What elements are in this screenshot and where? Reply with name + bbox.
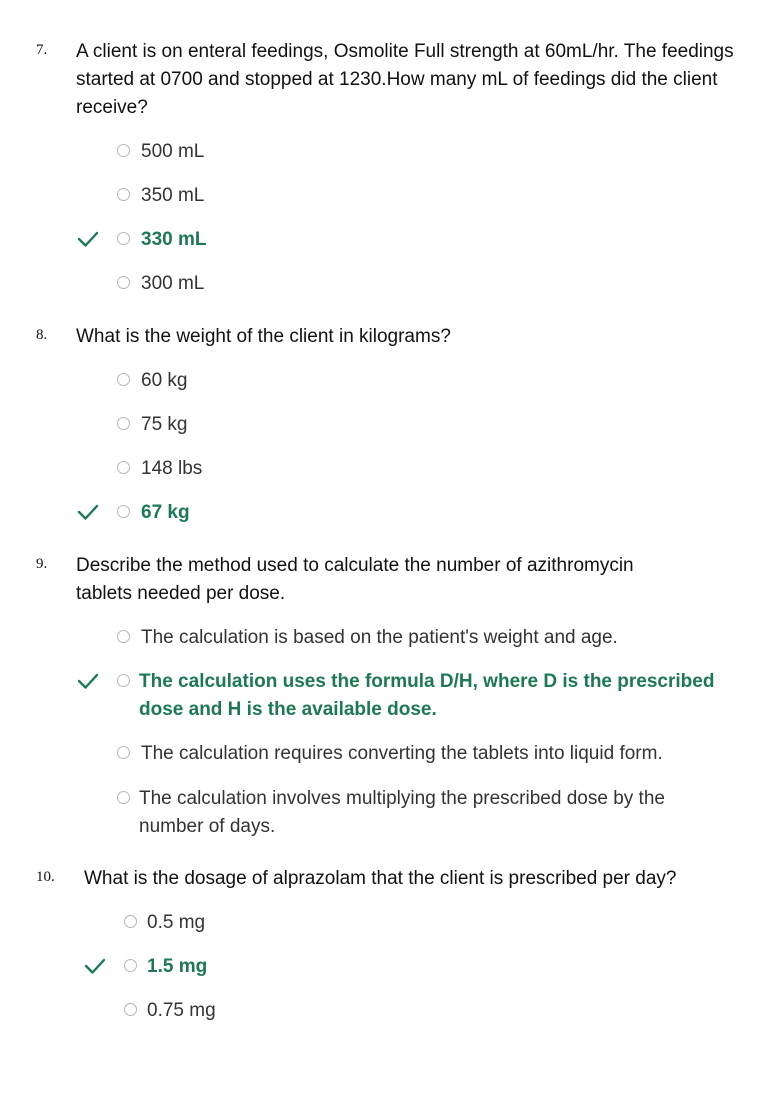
- answer-option[interactable]: [0, 138, 780, 166]
- radio-button[interactable]: [117, 276, 130, 289]
- answer-option-correct[interactable]: [0, 499, 780, 527]
- checkmark-icon: [76, 229, 100, 249]
- radio-button[interactable]: [117, 232, 130, 245]
- radio-button[interactable]: [117, 791, 130, 804]
- answer-option[interactable]: [0, 997, 780, 1025]
- question-text: What is the weight of the client in kilograms?: [76, 326, 451, 347]
- question-text: What is the dosage of alprazolam that the client is prescribed per day?: [84, 868, 677, 889]
- option-label: 350 mL: [141, 185, 205, 206]
- question-text: A client is on enteral feedings, Osmolite Full strength at 60mL/hr. The feedings started at 0700 and stopped at 1230.How many mL of feedings did the client receive?: [76, 41, 734, 118]
- radio-button[interactable]: [117, 461, 130, 474]
- radio-button[interactable]: [117, 674, 130, 687]
- checkmark-icon: [76, 671, 100, 691]
- answer-option[interactable]: [0, 740, 780, 768]
- question-number: 7.: [36, 42, 48, 58]
- radio-button[interactable]: [124, 1003, 137, 1016]
- answer-option[interactable]: [0, 455, 780, 483]
- answer-option-correct[interactable]: [0, 668, 780, 724]
- checkmark-icon: [76, 502, 100, 522]
- radio-button[interactable]: [117, 417, 130, 430]
- answer-option[interactable]: [0, 785, 780, 841]
- option-label: 330 mL: [141, 229, 207, 250]
- option-label: 1.5 mg: [147, 956, 208, 977]
- answer-option[interactable]: [0, 624, 780, 652]
- checkmark-icon: [83, 956, 107, 976]
- answer-option[interactable]: [0, 270, 780, 298]
- option-label: The calculation involves multiplying the prescribed dose by the number of days.: [139, 788, 665, 837]
- option-label: 60 kg: [141, 370, 188, 391]
- radio-button[interactable]: [117, 505, 130, 518]
- option-label: The calculation uses the formula D/H, where D is the prescribed dose and H is the available dose.: [139, 671, 715, 720]
- answer-option[interactable]: [0, 909, 780, 937]
- option-label: 148 lbs: [141, 458, 203, 479]
- radio-button[interactable]: [124, 915, 137, 928]
- option-label: 300 mL: [141, 273, 205, 294]
- question-number: 9.: [36, 556, 48, 572]
- radio-button[interactable]: [117, 188, 130, 201]
- radio-button[interactable]: [117, 373, 130, 386]
- answer-option[interactable]: [0, 367, 780, 395]
- answer-option-correct[interactable]: [0, 226, 780, 254]
- radio-button[interactable]: [117, 746, 130, 759]
- option-label: 0.75 mg: [147, 1000, 216, 1021]
- question-text: Describe the method used to calculate the number of azithromycin tablets needed per dose.: [76, 555, 634, 604]
- option-label: 75 kg: [141, 414, 188, 435]
- option-label: 67 kg: [141, 502, 190, 523]
- option-label: The calculation is based on the patient's weight and age.: [141, 627, 618, 648]
- radio-button[interactable]: [124, 959, 137, 972]
- option-label: 0.5 mg: [147, 912, 206, 933]
- answer-option[interactable]: [0, 411, 780, 439]
- answer-option[interactable]: [0, 182, 780, 210]
- option-label: 500 mL: [141, 141, 205, 162]
- question-number: 10.: [36, 869, 55, 885]
- question-number: 8.: [36, 327, 48, 343]
- option-label: The calculation requires converting the tablets into liquid form.: [141, 743, 663, 764]
- radio-button[interactable]: [117, 630, 130, 643]
- answer-option-correct[interactable]: [0, 953, 780, 981]
- radio-button[interactable]: [117, 144, 130, 157]
